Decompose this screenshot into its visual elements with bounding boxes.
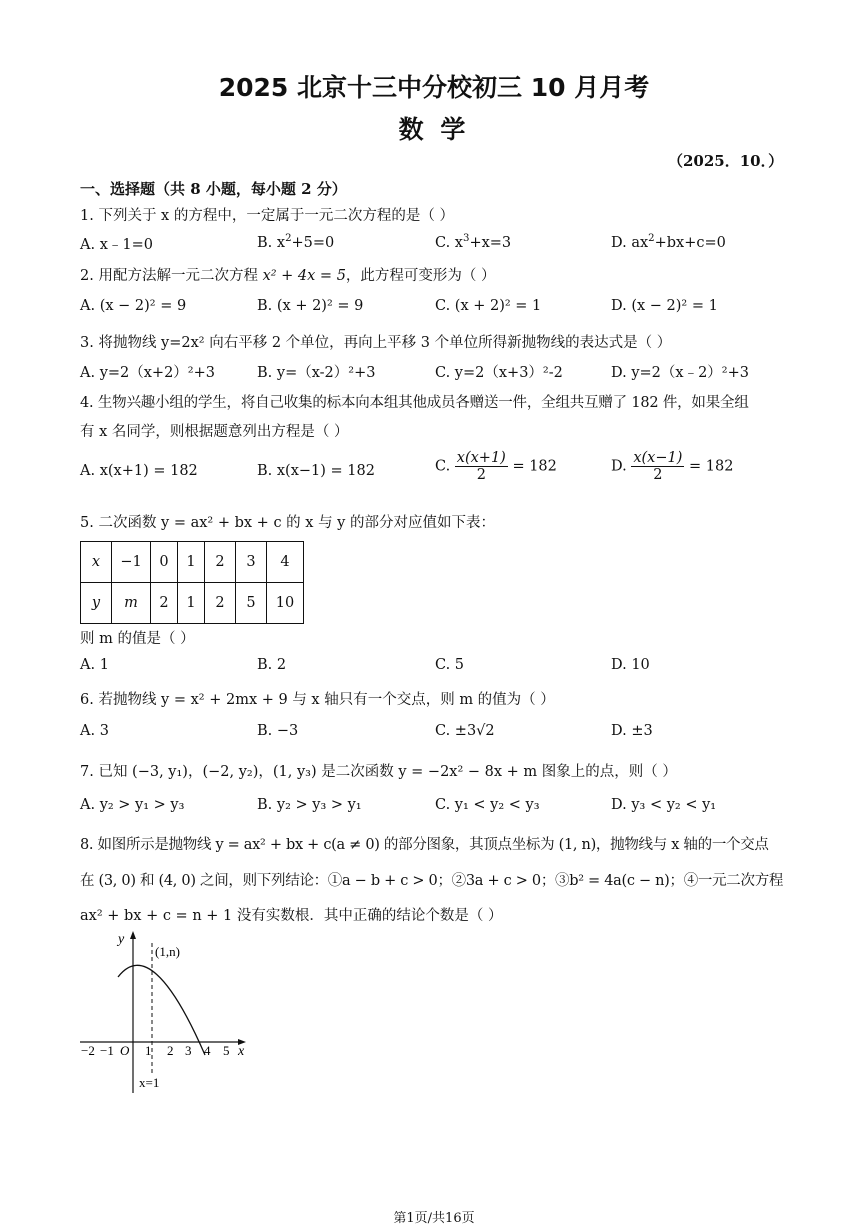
- q1-option-c: C. $x^3+x=3$: [435, 233, 512, 251]
- q3-option-b: B. y=（x-2）²+3: [257, 365, 376, 381]
- table-cell: y: [81, 583, 112, 624]
- value-table: [80, 541, 304, 624]
- table-cell: m: [112, 583, 151, 624]
- q4-option-b: B. x(x−1) = 182: [257, 463, 375, 479]
- question-1-stem: 1. 下列关于 x 的方程中，一定属于一元二次方程的是（ ）: [80, 208, 454, 224]
- question-5-after: 则 m 的值是（ ）: [80, 631, 195, 647]
- q2-option-c: C. (x + 2)² = 1: [435, 298, 542, 314]
- origin-label: O: [120, 1043, 130, 1058]
- table-cell: x: [81, 542, 112, 583]
- q4-option-c: C. $\frac{x(x+1)}{2}$ = 182: [435, 450, 557, 483]
- table-cell: 4: [267, 542, 304, 583]
- table-cell: 1: [178, 542, 205, 583]
- q3-option-d: D. y=2（x﹣2）²+3: [611, 365, 749, 381]
- vertex-label: (1,n): [155, 944, 180, 959]
- tick-label: 2: [167, 1043, 174, 1058]
- q2-option-d: D. (x − 2)² = 1: [611, 298, 718, 314]
- q7-option-c: C. y₁ < y₂ < y₃: [435, 797, 540, 813]
- tick-label: 3: [185, 1043, 192, 1058]
- q3-option-a: A. y=2（x+2）²+3: [80, 365, 215, 381]
- table-cell: 3: [236, 542, 267, 583]
- exam-date: （2025．10．）: [668, 152, 784, 170]
- question-8-line2: 在 (3, 0) 和 (4, 0) 之间，则下列结论：①a − b + c > 0；②3a + c > 0；③b² = 4a(c − n)；④一元二次方程: [80, 873, 784, 889]
- table-cell: −1: [112, 542, 151, 583]
- q5-option-d: D. 10: [611, 657, 650, 673]
- q5-option-a: A. 1: [80, 657, 109, 673]
- question-3-stem: 3. 将抛物线 y=2x² 向右平移 2 个单位，再向上平移 3 个单位所得新抛物线的表达式是（ ）: [80, 335, 672, 351]
- page-number: 第1页/共16页: [393, 1211, 475, 1226]
- tick-label: 4: [204, 1043, 211, 1058]
- table-cell: 0: [151, 542, 178, 583]
- section-heading: 一、选择题（共 8 小题，每小题 2 分）: [80, 180, 347, 198]
- subject-title: 数 学: [398, 115, 470, 144]
- q7-option-d: D. y₃ < y₂ < y₁: [611, 797, 717, 813]
- question-4-stem-line2: 有 x 名同学，则根据题意列出方程是（ ）: [80, 424, 349, 440]
- question-7-stem: 7. 已知 (−3, y₁)，(−2, y₂)，(1, y₃) 是二次函数 y = −2x² − 8x + m 图象上的点，则（ ）: [80, 764, 677, 780]
- question-5-stem: 5. 二次函数 y = ax² + bx + c 的 x 与 y 的部分对应值如下表：: [80, 515, 495, 531]
- symmetry-label: x=1: [139, 1075, 160, 1090]
- question-4-stem-line1: 4. 生物兴趣小组的学生，将自己收集的标本向本组其他成员各赠送一件，全组共互赠了 182 件，如果全组: [80, 395, 749, 411]
- q7-option-a: A. y₂ > y₁ > y₃: [80, 797, 185, 813]
- table-cell: 2: [151, 583, 178, 624]
- y-axis-arrow: [130, 931, 136, 939]
- q2-option-b: B. (x + 2)² = 9: [257, 298, 364, 314]
- document-title: 2025 北京十三中分校初三 10 月月考: [218, 73, 650, 102]
- tick-label: 5: [223, 1043, 230, 1058]
- x-axis-label: x: [238, 1044, 245, 1059]
- question-8-line1: 8. 如图所示是抛物线 y = ax² + bx + c(a ≠ 0) 的部分图象，其顶点坐标为 (1, n)，抛物线与 x 轴的一个交点: [80, 837, 769, 853]
- table-cell: 10: [267, 583, 304, 624]
- q7-option-b: B. y₂ > y₃ > y₁: [257, 797, 362, 813]
- table-cell: 1: [178, 583, 205, 624]
- q6-option-a: A. 3: [80, 723, 109, 739]
- question-8-line3: ax² + bx + c = n + 1 没有实数根．其中正确的结论个数是（ ）: [80, 908, 503, 924]
- q3-option-c: C. y=2（x+3）²-2: [435, 365, 563, 381]
- parabola-graph: [78, 925, 258, 1100]
- q1-option-d: D. $ax^2+bx+c=0$: [611, 233, 726, 251]
- table-cell: 2: [205, 542, 236, 583]
- q6-option-c: C. ±3√2: [435, 723, 495, 739]
- q2-option-a: A. (x − 2)² = 9: [80, 298, 187, 314]
- table-cell: 2: [205, 583, 236, 624]
- y-axis-label: y: [118, 932, 125, 947]
- q4-option-a: A. x(x+1) = 182: [80, 463, 198, 479]
- q5-option-c: C. 5: [435, 657, 465, 673]
- question-2-stem: 2. 用配方法解一元二次方程 x² + 4x = 5，此方程可变形为（ ）: [80, 268, 496, 284]
- tick-label: −1: [100, 1043, 114, 1058]
- table-row-x: [81, 542, 304, 583]
- q1-option-a: A. x﹣1=0: [80, 237, 153, 253]
- q6-option-b: B. −3: [257, 723, 299, 739]
- q1-option-b: B. $x^2+5=0$: [257, 233, 335, 251]
- q6-option-d: D. ±3: [611, 723, 653, 739]
- question-6-stem: 6. 若抛物线 y = x² + 2mx + 9 与 x 轴只有一个交点，则 m 的值为（ ）: [80, 692, 555, 708]
- q4-option-d: D. $\frac{x(x-1)}{2}$ = 182: [611, 450, 734, 483]
- tick-label: 1: [145, 1043, 152, 1058]
- table-cell: 5: [236, 583, 267, 624]
- q5-option-b: B. 2: [257, 657, 287, 673]
- tick-label: −2: [81, 1043, 95, 1058]
- table-row-y: [81, 583, 304, 624]
